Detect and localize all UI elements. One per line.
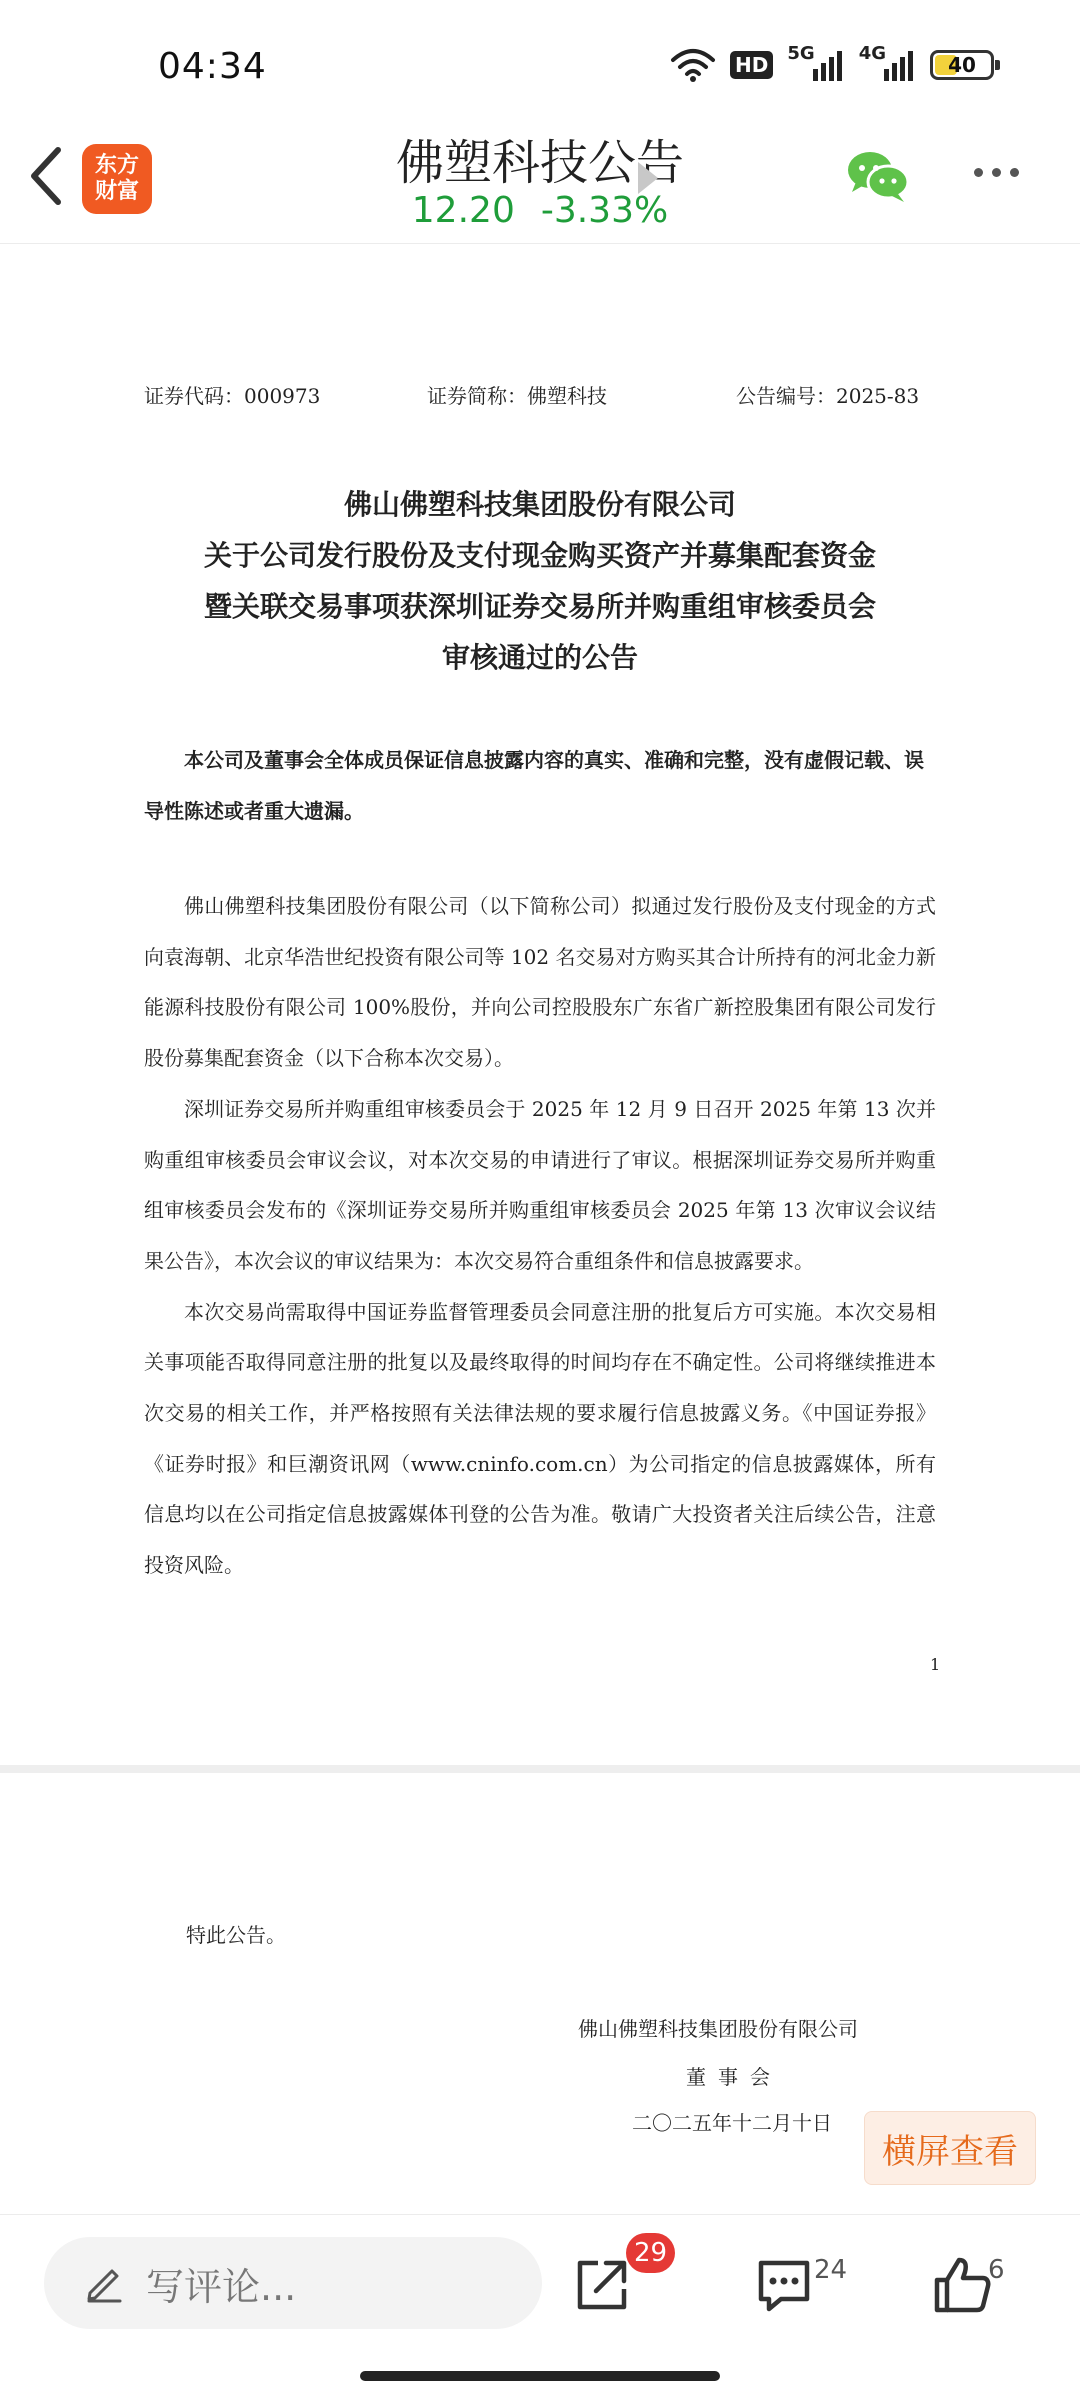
- body-paragraph: 佛山佛塑科技集团股份有限公司（以下简称公司）拟通过发行股份及支付现金的方式向袁海朝、北京华浩世纪投资有限公司等 102 名交易对方购买其合计所持有的河北金力新能源科技股份有限公司 100%股份，并向公司控股股东广东省广新控股集团有限公司发行股份募集配套资金（以下合称本次交易）。: [144, 894, 936, 1071]
- share-count-badge: 29: [626, 2233, 675, 2273]
- battery-level: 40: [948, 53, 976, 77]
- net-4g-label: 4G: [858, 42, 886, 64]
- status-time: 04:34: [158, 46, 267, 87]
- thumbs-up-icon: [931, 2254, 993, 2316]
- signature-company: 佛山佛塑科技集团股份有限公司: [578, 2017, 858, 2041]
- title-line: 暨关联交易事项获深圳证券交易所并购重组审核委员会: [203, 590, 876, 623]
- landscape-view-button[interactable]: 横屏查看: [864, 2111, 1036, 2185]
- announcement-page: [0, 245, 1080, 1765]
- hd-icon: HD: [730, 51, 773, 79]
- signal-4g-icon: [858, 42, 916, 81]
- wechat-icon: [846, 148, 910, 204]
- comment-count: 24: [814, 2255, 848, 2285]
- comment-input[interactable]: [44, 2237, 542, 2329]
- net-5g-label: 5G: [787, 42, 815, 64]
- page-number: 1: [930, 1655, 941, 1674]
- signature-date: 二〇二五年十二月十日: [632, 2111, 832, 2135]
- comment-bubble-icon: [753, 2255, 815, 2315]
- security-abbr: 证券简称：佛塑科技: [427, 384, 607, 408]
- comments-button[interactable]: [744, 2245, 824, 2325]
- more-dot-icon: [1010, 168, 1019, 177]
- comment-placeholder: 写评论...: [146, 2264, 297, 2309]
- share-icon: [572, 2255, 632, 2315]
- notice-number: 公告编号：2025-83: [736, 384, 920, 408]
- status-icons: [670, 42, 994, 82]
- more-dot-icon: [992, 168, 1001, 177]
- more-dot-icon: [974, 168, 983, 177]
- stock-title-text: 佛塑科技公告: [395, 135, 684, 191]
- wifi-icon: [670, 48, 716, 82]
- security-code: 证券代码：000973: [144, 384, 321, 408]
- body-paragraph: 深圳证券交易所并购重组审核委员会于 2025 年 12 月 9 日召开 2025 年第 13 次并购重组审核委员会审议会议，对本次交易的申请进行了审议。根据深圳证券交易所并购重组审核委员会发布的《深圳证券交易所并购重组审核委员会 2025 年第 13 次审议会议结果公告》，本次会议的审议结果为：本次交易符合重组条件和信息披露要求。: [144, 1096, 936, 1273]
- bottom-bar: [0, 2214, 1080, 2400]
- signal-5g-icon: [787, 42, 844, 81]
- stock-quote: [0, 190, 1080, 231]
- title-line: 佛山佛塑科技集团股份有限公司: [343, 488, 736, 521]
- announcement-body: [144, 881, 936, 1591]
- status-bar: [0, 0, 1080, 110]
- app-logo-line2: 财富: [94, 179, 139, 204]
- announcement-title: [0, 479, 1080, 683]
- board-statement: 本公司及董事会全体成员保证信息披露内容的真实、准确和完整，没有虚假记载、误导性陈述或者重大遗漏。: [144, 748, 924, 823]
- title-line: 审核通过的公告: [441, 641, 638, 674]
- page-separator: [0, 1765, 1080, 1773]
- battery-icon: [930, 50, 994, 80]
- announcement-page-2: [0, 1773, 1080, 2213]
- stock-price: 12.20: [411, 190, 515, 231]
- stock-title[interactable]: [0, 124, 1080, 193]
- wechat-share-button[interactable]: [846, 148, 910, 204]
- like-count: 6: [988, 2255, 1005, 2285]
- pencil-icon: [84, 2263, 124, 2303]
- home-indicator[interactable]: [360, 2371, 720, 2381]
- header: [0, 110, 1080, 244]
- more-menu-button[interactable]: [974, 168, 1019, 177]
- body-paragraph: 本次交易尚需取得中国证券监督管理委员会同意注册的批复后方可实施。本次交易相关事项能否取得同意注册的批复以及最终取得的时间均存在不确定性。公司将继续推进本次交易的相关工作，并严格按照有关法律法规的要求履行信息披露义务。《中国证券报》《证券时报》和巨潮资讯网（www.cninfo.com.cn）为公司指定的信息披露媒体，所有信息均以在公司指定信息披露媒体刊登的公告为准。敬请广大投资者关注后续公告，注意投资风险。: [144, 1299, 936, 1578]
- closing-text: 特此公告。: [186, 1923, 286, 1947]
- title-line: 关于公司发行股份及支付现金购买资产并募集配套资金: [203, 539, 876, 572]
- play-arrow-icon[interactable]: [638, 162, 658, 194]
- signature-board: 董事会: [686, 2065, 782, 2089]
- app-logo-line1: 东方: [94, 153, 139, 178]
- stock-change: -3.33%: [540, 190, 669, 231]
